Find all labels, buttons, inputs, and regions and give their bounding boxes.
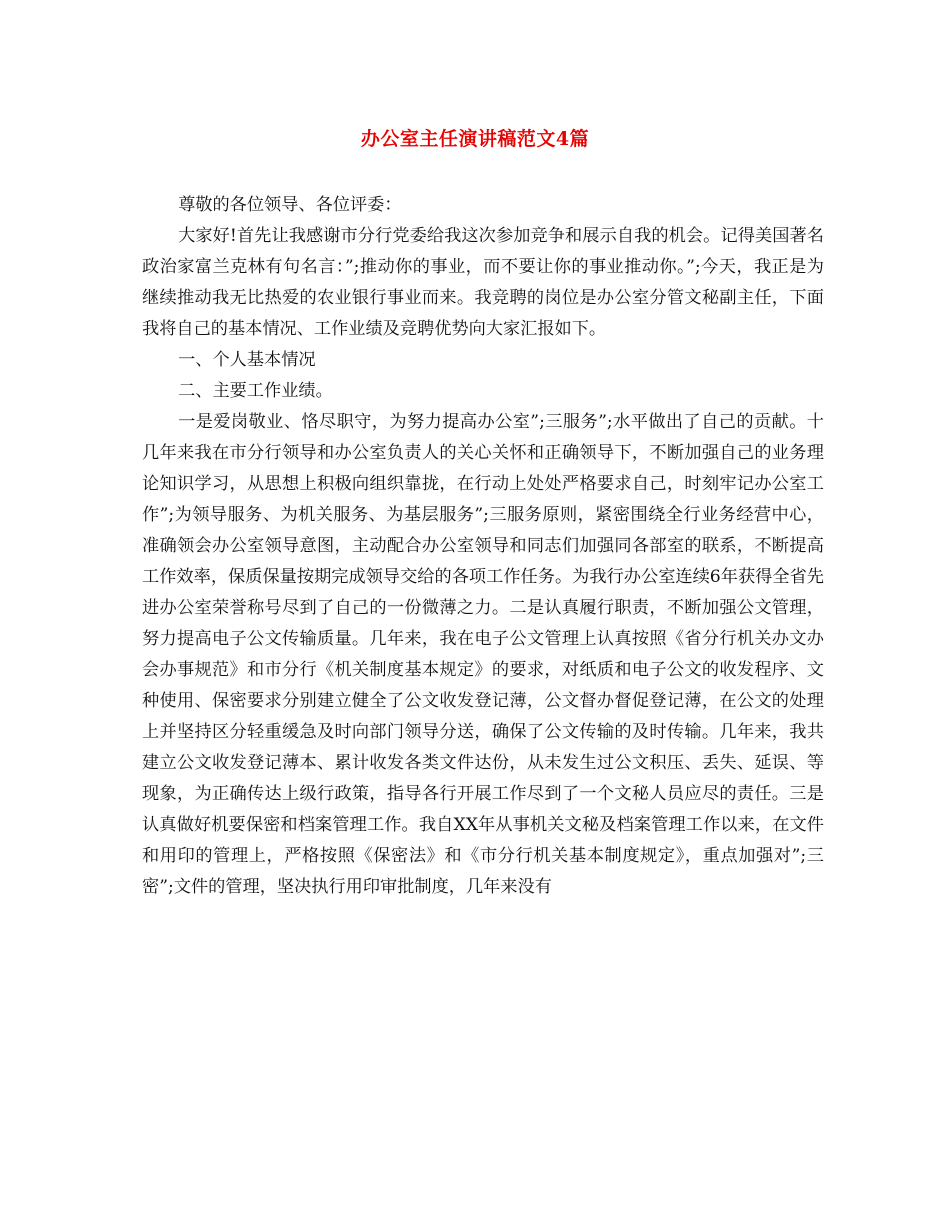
salutation-paragraph: 尊敬的各位领导、各位评委： (178, 195, 402, 215)
document-body (142, 190, 824, 903)
section-heading-personal-info: 一、个人基本情况 (178, 350, 316, 370)
achievements-paragraph: 一是爱岗敬业、恪尽职守，为努力提高办公室”;三服务”;水平做出了自己的贡献。十几年来我在市分行领导和办公室负责人的关心关怀和正确领导下，不断加强自己的业务理论知识学习，从思想上积极向组织靠拢，在行动上处处严格要求自己，时刻牢记办公室工作”;为领导服务、为机关服务、为基层服务”;三服务原则，紧密围绕全行业务经营中心，准确领会办公室领导意图，主动配合办公室领导和同志们加强同各部室的联系，不断提高工作效率，保质保量按期完成领导交给的各项工作任务。为我行办公室连续6年获得全省先进办公室荣誉称号尽到了自己的一份微薄之力。二是认真履行职责，不断加强公文管理，努力提高电子公文传输质量。几年来，我在电子公文管理上认真按照《省分行机关办文办会办事规范》和市分行《机关制度基本规定》的要求，对纸质和电子公文的收发程序、文种使用、保密要求分别建立健全了公文收发登记薄，公文督办督促登记薄，在公文的处理上并坚持区分轻重缓急及时向部门领导分送，确保了公文传输的及时传输。几年来，我共建立公文收发登记薄本、累计收发各类文件达份，从未发生过公文积压、丢失、延误、等现象，为正确传达上级行政策，指导各行开展工作尽到了一个文秘人员应尽的责任。三是认真做好机要保密和档案管理工作。我自XX年从事机关文秘及档案管理工作以来，在文件和用印的管理上，严格按照《保密法》和《市分行机关基本制度规定》，重点加强对”;三密”;文件的管理，坚决执行用印审批制度，几年来没有 (142, 412, 824, 897)
section-heading-work-achievements: 二、主要工作业绩。 (178, 381, 333, 401)
document-title: 办公室主任演讲稿范文4篇 (360, 128, 590, 150)
intro-paragraph: 大家好!首先让我感谢市分行党委给我这次参加竞争和展示自我的机会。记得美国著名政治家富兰克林有句名言：”;推动你的事业，而不要让你的事业推动你。”;今天，我正是为继续推动我无比热爱的农业银行事业而来。我竞聘的岗位是办公室分管文秘副主任，下面我将自己的基本情况、工作业绩及竞聘优势向大家汇报如下。 (142, 226, 824, 339)
